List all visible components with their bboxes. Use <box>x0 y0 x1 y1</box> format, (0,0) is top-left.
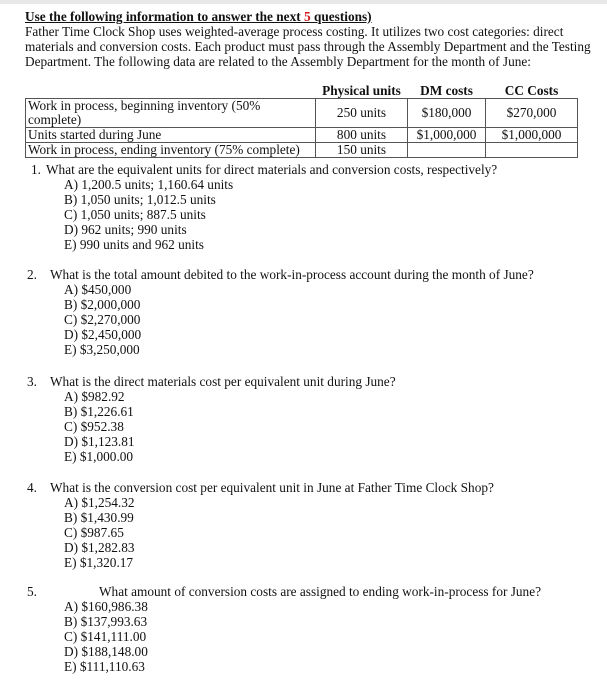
table-header-row <box>26 84 578 99</box>
answer-options <box>64 177 233 252</box>
answer-option[interactable]: D) 962 units; 990 units <box>64 222 187 237</box>
question-number: 2. <box>27 267 37 282</box>
header-cell <box>26 84 316 99</box>
answer-option[interactable]: B) $1,226.61 <box>64 404 134 419</box>
answer-option[interactable]: E) $111,110.63 <box>64 659 145 674</box>
title-text: Use the following information to answer the next <box>25 9 304 24</box>
answer-option[interactable]: A) $982.92 <box>64 389 125 404</box>
answer-option[interactable]: E) $1,320.17 <box>64 555 134 570</box>
title-text-end: questions) <box>310 9 372 24</box>
answer-option[interactable]: C) $2,270,000 <box>64 312 141 327</box>
header-cell: CC Costs <box>504 83 559 98</box>
intro-paragraph: Father Time Clock Shop uses weighted-average process costing. It utilizes two cost categories: direct materials and conversion costs. Each product must pass through the Assembly Department and the Testing Department. The following data are related to the Assembly Department for the month of June: <box>25 24 591 69</box>
cell: Work in process, ending inventory (75% complete) <box>26 143 316 158</box>
header-cell: Physical units <box>322 83 401 98</box>
title-number: 5 <box>303 9 311 24</box>
data-table <box>25 84 578 158</box>
answer-option[interactable]: A) 1,200.5 units; 1,160.64 units <box>64 177 234 192</box>
answer-option[interactable]: C) $141,111.00 <box>64 629 147 644</box>
answer-option[interactable]: B) $137,993.63 <box>64 614 148 629</box>
cell: 800 units <box>316 128 408 143</box>
question-number: 3. <box>27 374 37 389</box>
cell: $1,000,000 <box>486 128 578 143</box>
question-number: 5. <box>27 584 37 599</box>
question-text: What is the total amount debited to the work-in-process account during the month of June? <box>50 267 534 282</box>
answer-options <box>64 599 148 674</box>
answer-option[interactable]: B) $2,000,000 <box>64 297 141 312</box>
top-bar <box>0 0 607 4</box>
answer-option[interactable]: E) $3,250,000 <box>64 342 140 357</box>
table-row <box>26 143 578 158</box>
answer-options <box>64 495 135 570</box>
cell: Work in process, beginning inventory (50% complete) <box>26 99 316 128</box>
answer-option[interactable]: C) 1,050 units; 887.5 units <box>64 207 206 222</box>
answer-option[interactable]: A) $450,000 <box>64 282 132 297</box>
instructions-title <box>25 9 372 24</box>
answer-option[interactable]: C) $952.38 <box>64 419 124 434</box>
question-number: 4. <box>27 480 37 495</box>
cell: 250 units <box>316 99 408 128</box>
cell: 150 units <box>316 143 408 158</box>
answer-option[interactable]: C) $987.65 <box>64 525 124 540</box>
answer-option[interactable]: D) $1,123.81 <box>64 434 135 449</box>
cell <box>486 143 578 158</box>
answer-option[interactable]: A) $1,254.32 <box>64 495 135 510</box>
cell: Units started during June <box>26 128 316 143</box>
question-number: 1. <box>31 162 41 177</box>
cell <box>408 143 486 158</box>
answer-option[interactable]: D) $1,282.83 <box>64 540 135 555</box>
cell: $1,000,000 <box>408 128 486 143</box>
answer-options <box>64 389 135 464</box>
header-cell: DM costs <box>420 83 473 98</box>
question-text: What amount of conversion costs are assigned to ending work-in-process for June? <box>99 584 541 599</box>
answer-options <box>64 282 141 357</box>
answer-option[interactable]: E) $1,000.00 <box>64 449 134 464</box>
table-row <box>26 99 578 128</box>
answer-option[interactable]: A) $160,986.38 <box>64 599 148 614</box>
answer-option[interactable]: D) $2,450,000 <box>64 327 142 342</box>
answer-option[interactable]: D) $188,148.00 <box>64 644 148 659</box>
cell: $180,000 <box>408 99 486 128</box>
question-text: What is the conversion cost per equivalent unit in June at Father Time Clock Shop? <box>50 480 494 495</box>
cell: $270,000 <box>486 99 578 128</box>
question-text: What is the direct materials cost per equivalent unit during June? <box>50 374 396 389</box>
table-row <box>26 128 578 143</box>
answer-option[interactable]: B) 1,050 units; 1,012.5 units <box>64 192 216 207</box>
answer-option[interactable]: E) 990 units and 962 units <box>64 237 204 252</box>
question-text: What are the equivalent units for direct materials and conversion costs, respectively? <box>46 162 498 177</box>
answer-option[interactable]: B) $1,430.99 <box>64 510 134 525</box>
